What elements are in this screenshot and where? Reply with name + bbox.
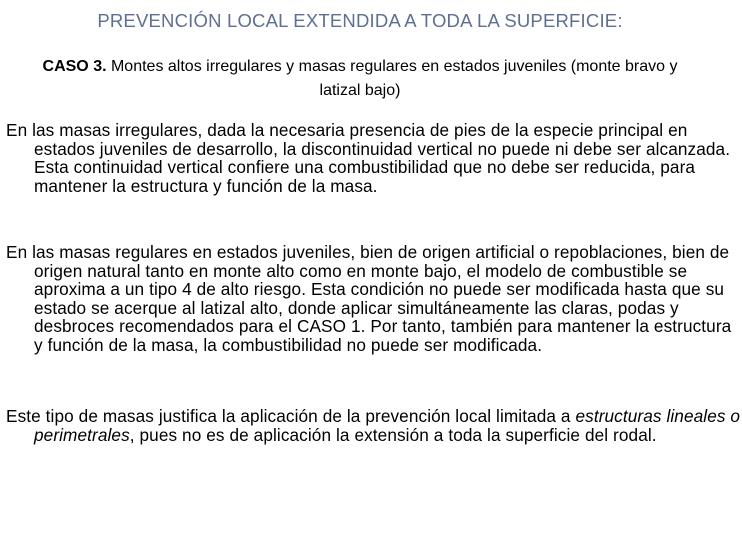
case-label: CASO 3. [42, 58, 107, 75]
paragraph-justification-start: Este tipo de masas justifica la aplicación de la prevención local limitada a [6, 406, 576, 426]
slide-title: PREVENCIÓN LOCAL EXTENDIDA A TODA LA SUPERFICIE: [97, 10, 623, 31]
paragraph-justification [6, 407, 742, 444]
paragraph-regular-masses: En las masas regulares en estados juveniles, bien de origen artificial o repoblaciones, bien de origen natural tanto en monte alto como en monte bajo, el modelo de combustible se aproxima a un tipo 4 de alto riesgo. Esta condición no puede ser modificada hasta que su estado se acerque al latizal alto, donde aplicar simultáneamente las claras, podas y desbroces recomendados para el CASO 1. Por tanto, también para mantener la estructura y función de la masa, la combustibilidad no puede ser modificada. [6, 242, 732, 355]
paragraph-irregular-masses: En las masas irregulares, dada la necesaria presencia de pies de la especie principal en estados juveniles de desarrollo, la discontinuidad vertical no puede ni debe ser alcanzada. Esta continuidad vertical confiere una combustibilidad que no debe ser reducida, para mantener la estructura y función de la masa. [6, 120, 731, 196]
case-subtitle [28, 55, 692, 103]
case-description: Montes altos irregulares y masas regulares en estados juveniles (monte bravo y latizal bajo) [106, 58, 678, 99]
paragraph-justification-end: , pues no es de aplicación la extensión a toda la superficie del rodal. [129, 424, 657, 445]
paragraph-justification-italic: estructuras lineales o perimetrales [34, 406, 741, 445]
